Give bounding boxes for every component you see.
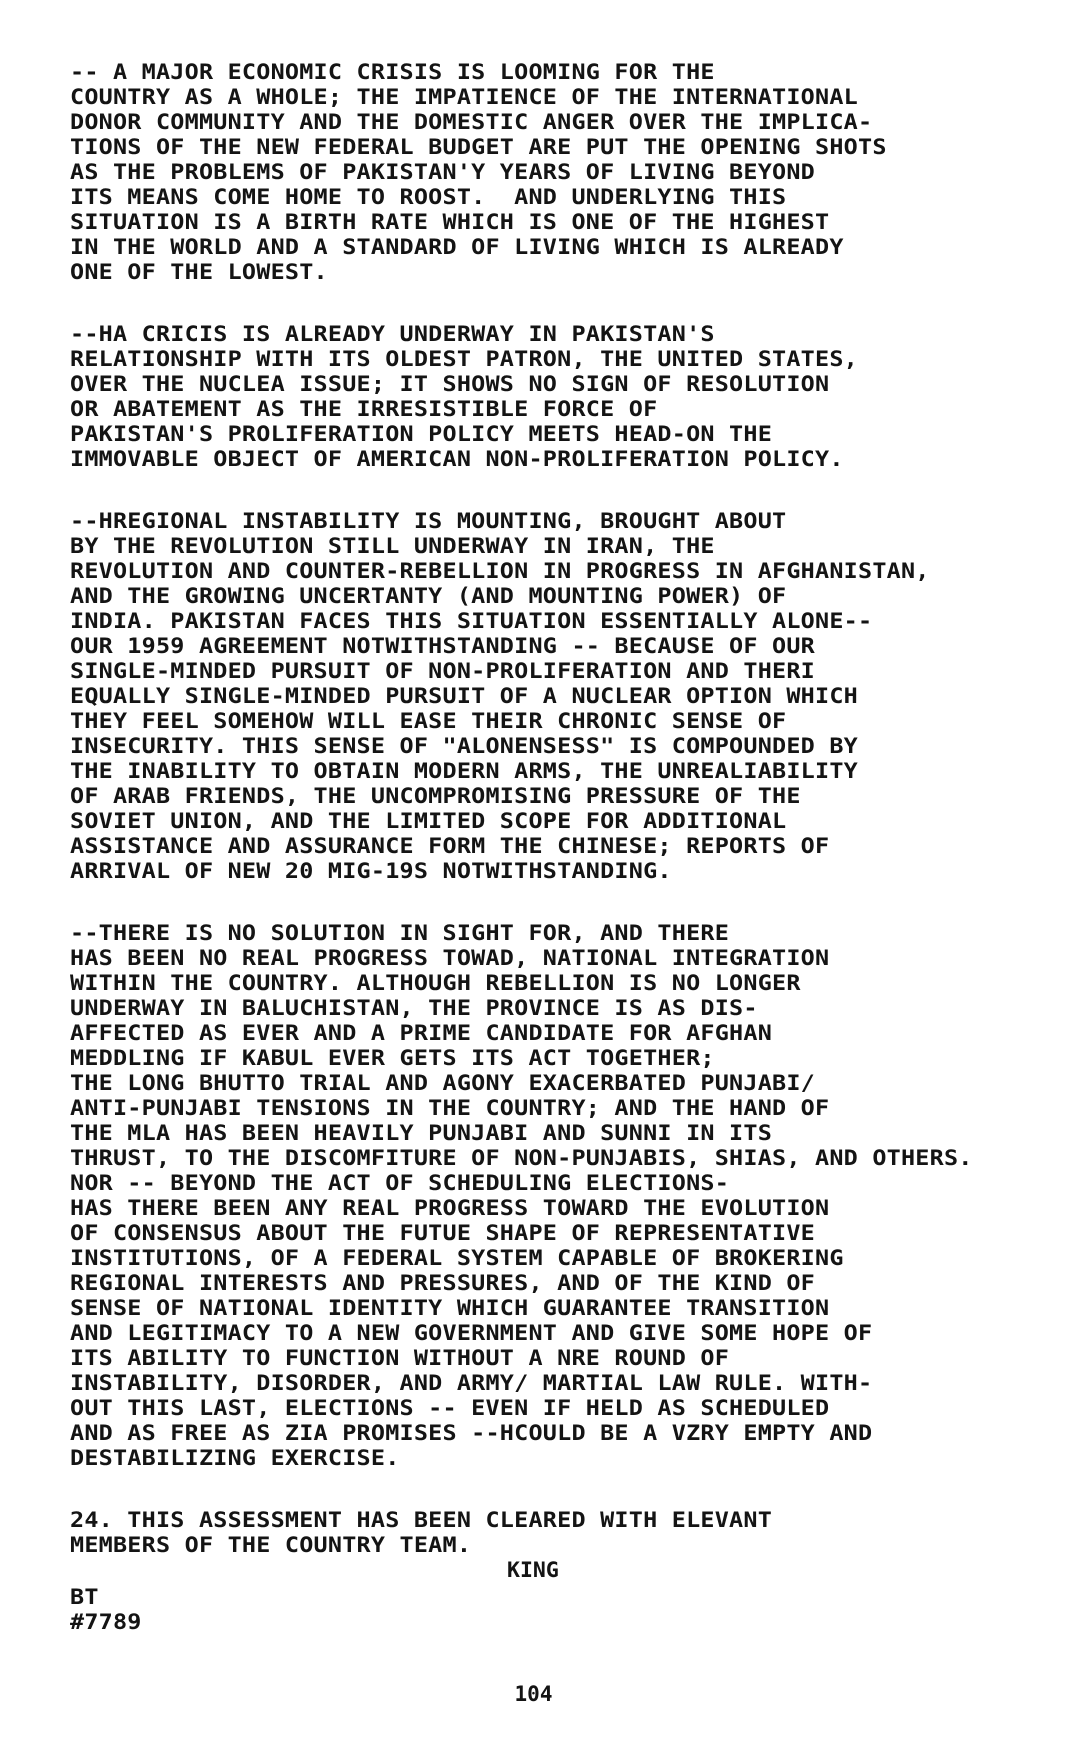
message-end-markers — [70, 1585, 1050, 1635]
paragraph — [70, 509, 1050, 884]
paragraph — [70, 1508, 1050, 1558]
text-line: HAS BEEN NO REAL PROGRESS TOWAD, NATIONAL INTEGRATION — [70, 946, 830, 971]
text-line: ITS MEANS COME HOME TO ROOST. AND UNDERLYING THIS — [70, 185, 787, 210]
text-line: OUR 1959 AGREEMENT NOTWITHSTANDING -- BECAUSE OF OUR — [70, 634, 816, 659]
text-line: SINGLE-MINDED PURSUIT OF NON-PROLIFERATION AND THERI — [70, 659, 816, 684]
text-line: AFFECTED AS EVER AND A PRIME CANDIDATE FOR AFGHAN — [70, 1021, 773, 1046]
text-line: IMMOVABLE OBJECT OF AMERICAN NON-PROLIFERATION POLICY. — [70, 447, 844, 472]
text-line: RELATIONSHIP WITH ITS OLDEST PATRON, THE UNITED STATES, — [70, 347, 859, 372]
text-line: REVOLUTION AND COUNTER-REBELLION IN PROGRESS IN AFGHANISTAN, — [70, 559, 930, 584]
text-line: IN THE WORLD AND A STANDARD OF LIVING WHICH IS ALREADY — [70, 235, 844, 260]
text-line: INSECURITY. THIS SENSE OF "ALONENSESS" IS COMPOUNDED BY — [70, 734, 859, 759]
text-line: HAS THERE BEEN ANY REAL PROGRESS TOWARD THE EVOLUTION — [70, 1196, 830, 1221]
text-line: AS THE PROBLEMS OF PAKISTAN'Y YEARS OF LIVING BEYOND — [70, 160, 816, 185]
text-line: ONE OF THE LOWEST. — [70, 260, 328, 285]
text-line: -- A MAJOR ECONOMIC CRISIS IS LOOMING FOR THE — [70, 60, 715, 85]
paragraph — [70, 322, 1050, 472]
text-line: --THERE IS NO SOLUTION IN SIGHT FOR, AND THERE — [70, 921, 730, 946]
text-line: BY THE REVOLUTION STILL UNDERWAY IN IRAN, THE — [70, 534, 715, 559]
text-line: AND THE GROWING UNCERTANTY (AND MOUNTING POWER) OF — [70, 584, 787, 609]
text-line: OR ABATEMENT AS THE IRRESISTIBLE FORCE OF — [70, 397, 658, 422]
text-line: ANTI-PUNJABI TENSIONS IN THE COUNTRY; AND THE HAND OF — [70, 1096, 830, 1121]
text-line: THRUST, TO THE DISCOMFITURE OF NON-PUNJABIS, SHIAS, AND OTHERS. — [70, 1146, 973, 1171]
paragraph — [70, 60, 1050, 285]
text-line: WITHIN THE COUNTRY. ALTHOUGH REBELLION IS NO LONGER — [70, 971, 801, 996]
text-line: OF ARAB FRIENDS, THE UNCOMPROMISING PRESSURE OF THE — [70, 784, 801, 809]
text-line: SITUATION IS A BIRTH RATE WHICH IS ONE OF THE HIGHEST — [70, 210, 830, 235]
text-line: ARRIVAL OF NEW 20 MIG-19S NOTWITHSTANDING. — [70, 859, 672, 884]
text-line: OF CONSENSUS ABOUT THE FUTUE SHAPE OF REPRESENTATIVE — [70, 1221, 816, 1246]
signature: KING — [507, 1558, 559, 1583]
text-line: --HREGIONAL INSTABILITY IS MOUNTING, BROUGHT ABOUT — [70, 509, 787, 534]
text-line: THE LONG BHUTTO TRIAL AND AGONY EXACERBATED PUNJABI/ — [70, 1071, 816, 1096]
text-line: THE MLA HAS BEEN HEAVILY PUNJABI AND SUNNI IN ITS — [70, 1121, 773, 1146]
text-line: SOVIET UNION, AND THE LIMITED SCOPE FOR ADDITIONAL — [70, 809, 787, 834]
break-marker: BT — [70, 1585, 99, 1610]
text-line: REGIONAL INTERESTS AND PRESSURES, AND OF THE KIND OF — [70, 1271, 816, 1296]
text-line: ASSISTANCE AND ASSURANCE FORM THE CHINESE; REPORTS OF — [70, 834, 830, 859]
text-line: OVER THE NUCLEA ISSUE; IT SHOWS NO SIGN OF RESOLUTION — [70, 372, 830, 397]
text-line: --HA CRICIS IS ALREADY UNDERWAY IN PAKISTAN'S — [70, 322, 715, 347]
text-line: COUNTRY AS A WHOLE; THE IMPATIENCE OF THE INTERNATIONAL — [70, 85, 859, 110]
telegram-body — [70, 60, 1050, 1635]
text-line: DESTABILIZING EXERCISE. — [70, 1446, 400, 1471]
text-line: PAKISTAN'S PROLIFERATION POLICY MEETS HEAD-ON THE — [70, 422, 773, 447]
text-line: THEY FEEL SOMEHOW WILL EASE THEIR CHRONIC SENSE OF — [70, 709, 787, 734]
text-line: AND LEGITIMACY TO A NEW GOVERNMENT AND GIVE SOME HOPE OF — [70, 1321, 873, 1346]
text-line: DONOR COMMUNITY AND THE DOMESTIC ANGER OVER THE IMPLICA- — [70, 110, 873, 135]
text-line: TIONS OF THE NEW FEDERAL BUDGET ARE PUT THE OPENING SHOTS — [70, 135, 887, 160]
text-line: ITS ABILITY TO FUNCTION WITHOUT A NRE ROUND OF — [70, 1346, 730, 1371]
text-line: MEMBERS OF THE COUNTRY TEAM. — [70, 1533, 472, 1558]
text-line: MEDDLING IF KABUL EVER GETS ITS ACT TOGETHER; — [70, 1046, 715, 1071]
paragraph — [70, 921, 1050, 1471]
text-line: EQUALLY SINGLE-MINDED PURSUIT OF A NUCLEAR OPTION WHICH — [70, 684, 859, 709]
text-line: SENSE OF NATIONAL IDENTITY WHICH GUARANTEE TRANSITION — [70, 1296, 830, 1321]
text-line: INSTITUTIONS, OF A FEDERAL SYSTEM CAPABLE OF BROKERING — [70, 1246, 844, 1271]
page-number: 104 — [514, 1682, 553, 1706]
text-line: OUT THIS LAST, ELECTIONS -- EVEN IF HELD AS SCHEDULED — [70, 1396, 830, 1421]
text-line: AND AS FREE AS ZIA PROMISES --HCOULD BE A VZRY EMPTY AND — [70, 1421, 873, 1446]
text-line: THE INABILITY TO OBTAIN MODERN ARMS, THE UNREALIABILITY — [70, 759, 859, 784]
text-line: 24. THIS ASSESSMENT HAS BEEN CLEARED WITH ELEVANT — [70, 1508, 773, 1533]
text-line: NOR -- BEYOND THE ACT OF SCHEDULING ELECTIONS- — [70, 1171, 730, 1196]
text-line: INSTABILITY, DISORDER, AND ARMY/ MARTIAL LAW RULE. WITH- — [70, 1371, 873, 1396]
message-number: #7789 — [70, 1610, 142, 1635]
text-line: INDIA. PAKISTAN FACES THIS SITUATION ESSENTIALLY ALONE-- — [70, 609, 873, 634]
text-line: UNDERWAY IN BALUCHISTAN, THE PROVINCE IS AS DIS- — [70, 996, 758, 1021]
